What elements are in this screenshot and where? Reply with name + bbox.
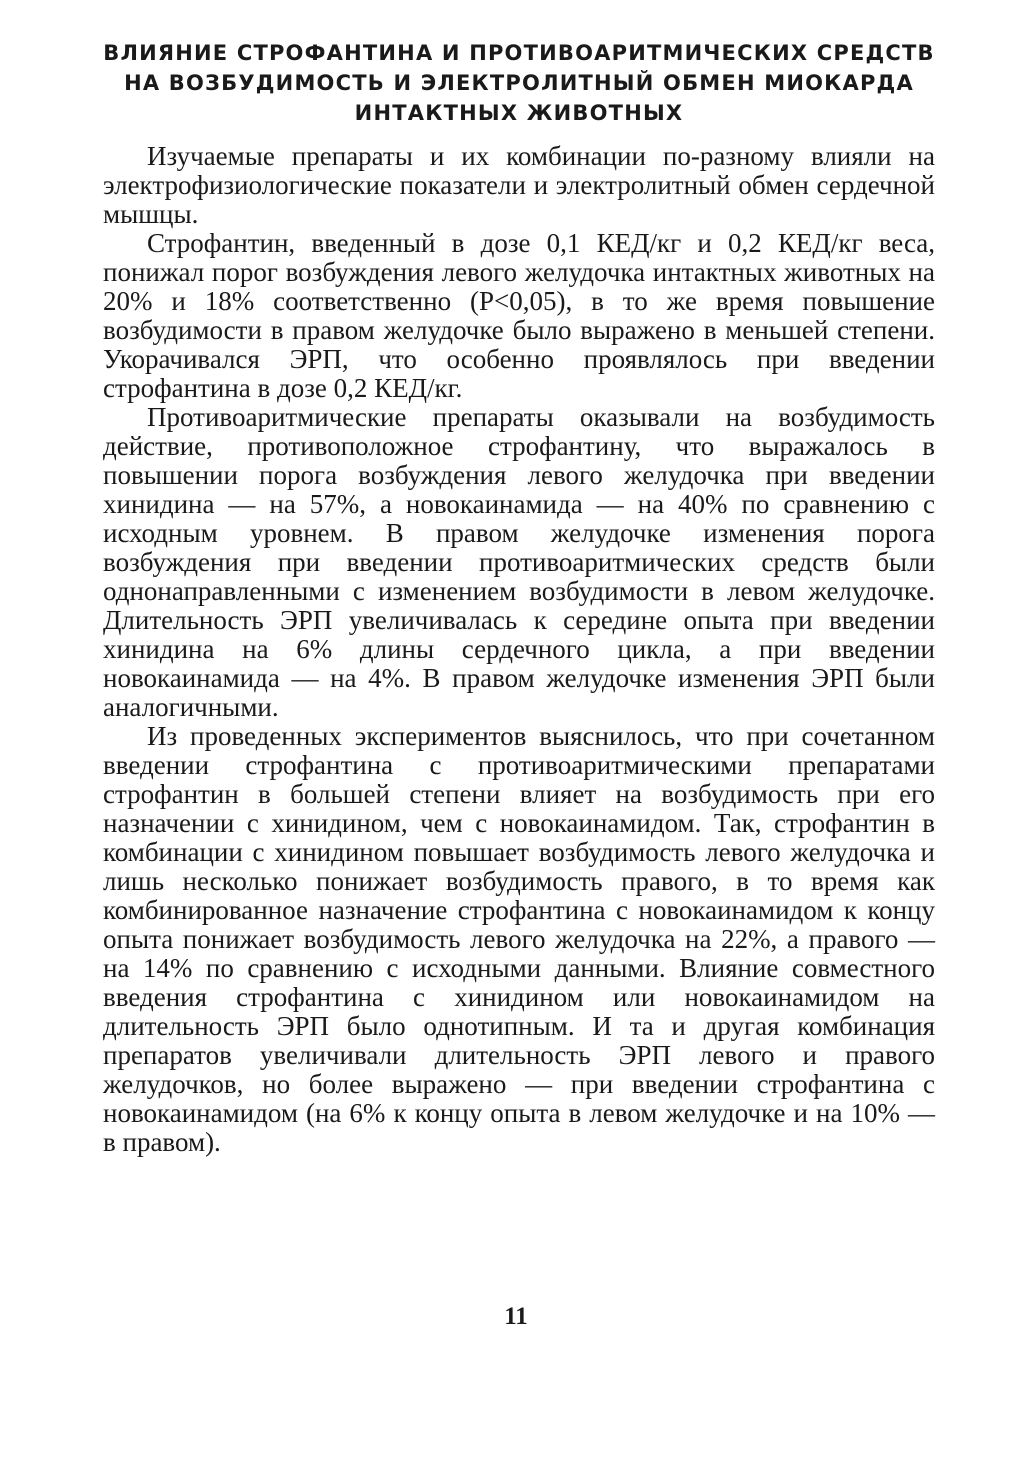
- paragraph-1: Изучаемые препараты и их комбинации по-разному влияли на электрофизиологические показатели и электролитный обмен сердечной мышцы.: [103, 141, 935, 229]
- paragraph-3: Противоаритмические препараты оказывали на возбудимость действие, противоположное строфантину, что выражалось в повышении порога возбуждения левого желудочка при введении хинидина — на 57%, а новокаинамида — на 40% по сравнению с исходным уровнем. В правом желудочке изменения порога возбуждения при введении противоаритмических средств были однонаправленными с изменением возбудимости в левом желудочке. Длительность ЭРП увеличивалась к середине опыта при введении хинидина на 6% длины сердечного цикла, а при введении новокаинамида — на 4%. В правом желудочке изменения ЭРП были аналогичными.: [103, 402, 935, 722]
- title-line-2: НА ВОЗБУДИМОСТЬ И ЭЛЕКТРОЛИТНЫЙ ОБМЕН МИОКАРДА: [124, 71, 914, 95]
- paragraph-2: Строфантин, введенный в дозе 0,1 КЕД/кг и 0,2 КЕД/кг веса, понижал порог возбуждения левого желудочка интактных животных на 20% и 18% соответственно (Р<0,05), в то же время повышение возбудимости в правом желудочке было выражено в меньшей степени. Укорачивался ЭРП, что особенно проявлялось при введении строфантина в дозе 0,2 КЕД/кг.: [103, 228, 935, 403]
- document-page: [103, 38, 935, 1157]
- document-body: [103, 142, 935, 1157]
- document-title: [103, 38, 935, 128]
- title-line-1: ВЛИЯНИЕ СТРОФАНТИНА И ПРОТИВОАРИТМИЧЕСКИХ СРЕДСТВ: [103, 41, 935, 65]
- title-line-3: ИНТАКТНЫХ ЖИВОТНЫХ: [354, 101, 684, 125]
- paragraph-4: Из проведенных экспериментов выяснилось, что при сочетанном введении строфантина с противоаритмическими препаратами строфантин в большей степени влияет на возбудимость при его назначении с хинидином, чем с новокаинамидом. Так, строфантин в комбинации с хинидином повышает возбудимость левого желудочка и лишь несколько понижает возбудимость правого, в то время как комбинированное назначение строфантина с новокаинамидом к концу опыта понижает возбудимость левого желудочка на 22%, а правого — на 14% по сравнению с исходными данными. Влияние совместного введения строфантина с хинидином или новокаинамидом на длительность ЭРП было однотипным. И та и другая комбинация препаратов увеличивали длительность ЭРП левого и правого желудочков, но более выражено — при введении строфантина с новокаинамидом (на 6% к концу опыта в левом желудочке и на 10% — в правом).: [103, 721, 935, 1157]
- page-number: 11: [504, 1303, 528, 1330]
